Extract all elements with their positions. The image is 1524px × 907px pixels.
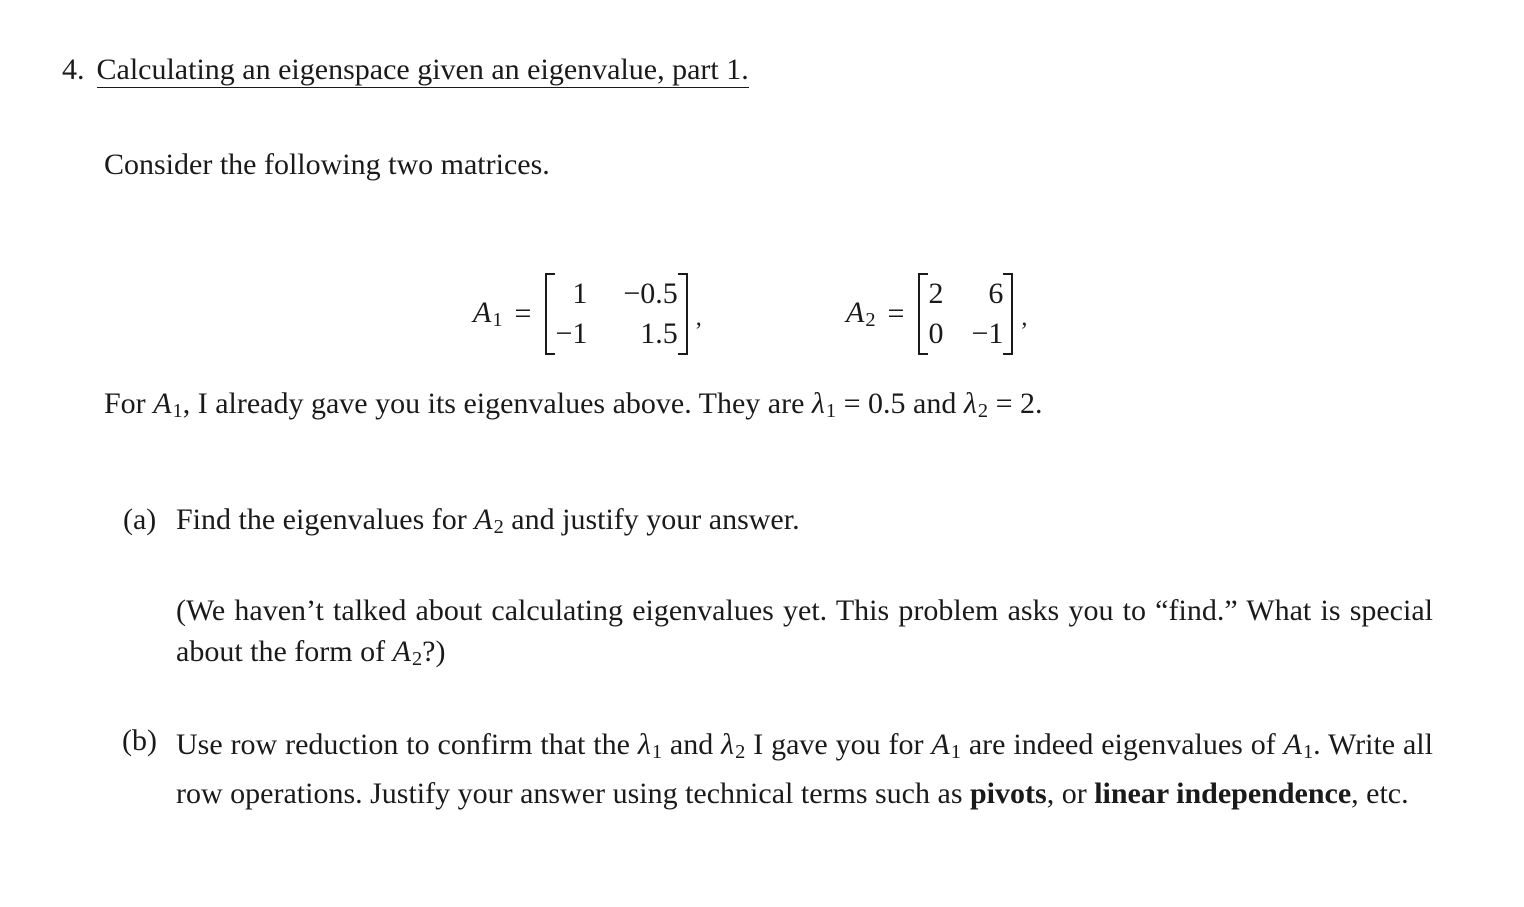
equals-sign: =: [887, 297, 905, 330]
matrix-a2: [918, 273, 1013, 355]
matrix-a2-equation: [846, 270, 1027, 358]
matrix-a1-equation: [473, 270, 702, 358]
matrix-cell: 1.5: [640, 317, 678, 350]
matrix-cell: 2: [928, 277, 944, 310]
matrix-a1-comma: ,: [695, 304, 702, 331]
term-pivots: pivots: [970, 777, 1047, 811]
matrix-cell: −0.5: [623, 277, 678, 310]
matrix-cell: 0: [928, 317, 944, 350]
matrix-a2-label: $A_2$: [846, 295, 876, 332]
problem-number: 4.: [62, 53, 85, 86]
part-a-question: Find the eigenvalues for $A_2$ and justify your answer.: [176, 503, 800, 539]
part-a-note: (We haven’t talked about calculating eigenvalues yet. This problem asks you to “find.” What is special about the form of $A_2$?): [176, 594, 1433, 671]
matrix-a1: [545, 273, 687, 355]
part-b-label: (b): [122, 724, 157, 757]
matrix-cell: −1: [555, 317, 588, 350]
equals-sign: =: [514, 297, 532, 330]
term-linear-independence: linear independence: [1094, 777, 1352, 811]
matrix-cell: 6: [988, 277, 1004, 310]
problem-heading: [62, 53, 749, 87]
matrix-cell: 1: [572, 277, 588, 310]
part-a-label: (a): [123, 503, 157, 536]
matrix-a1-label: $A_1$: [473, 295, 503, 332]
matrix-a2-comma: ,: [1021, 304, 1028, 331]
matrix-cell: −1: [971, 317, 1004, 350]
eigenvalue-sentence: For $A_1$, I already gave you its eigenvalues above. They are $\lambda_1 = 0.5$ and $\lambda_2 = 2$.: [104, 387, 1043, 423]
intro-text: Consider the following two matrices.: [104, 148, 550, 181]
problem-title: Calculating an eigenspace given an eigenvalue, part 1.: [96, 53, 749, 86]
part-b-question: Use row reduction to confirm that the $\lambda_1$ and $\lambda_2$ I gave you for $A_1$ are indeed eigenvalues of $A_1$. Write all row operations. Justify your answer using technical terms such as pivots, or linear independence, etc.: [176, 728, 1433, 811]
